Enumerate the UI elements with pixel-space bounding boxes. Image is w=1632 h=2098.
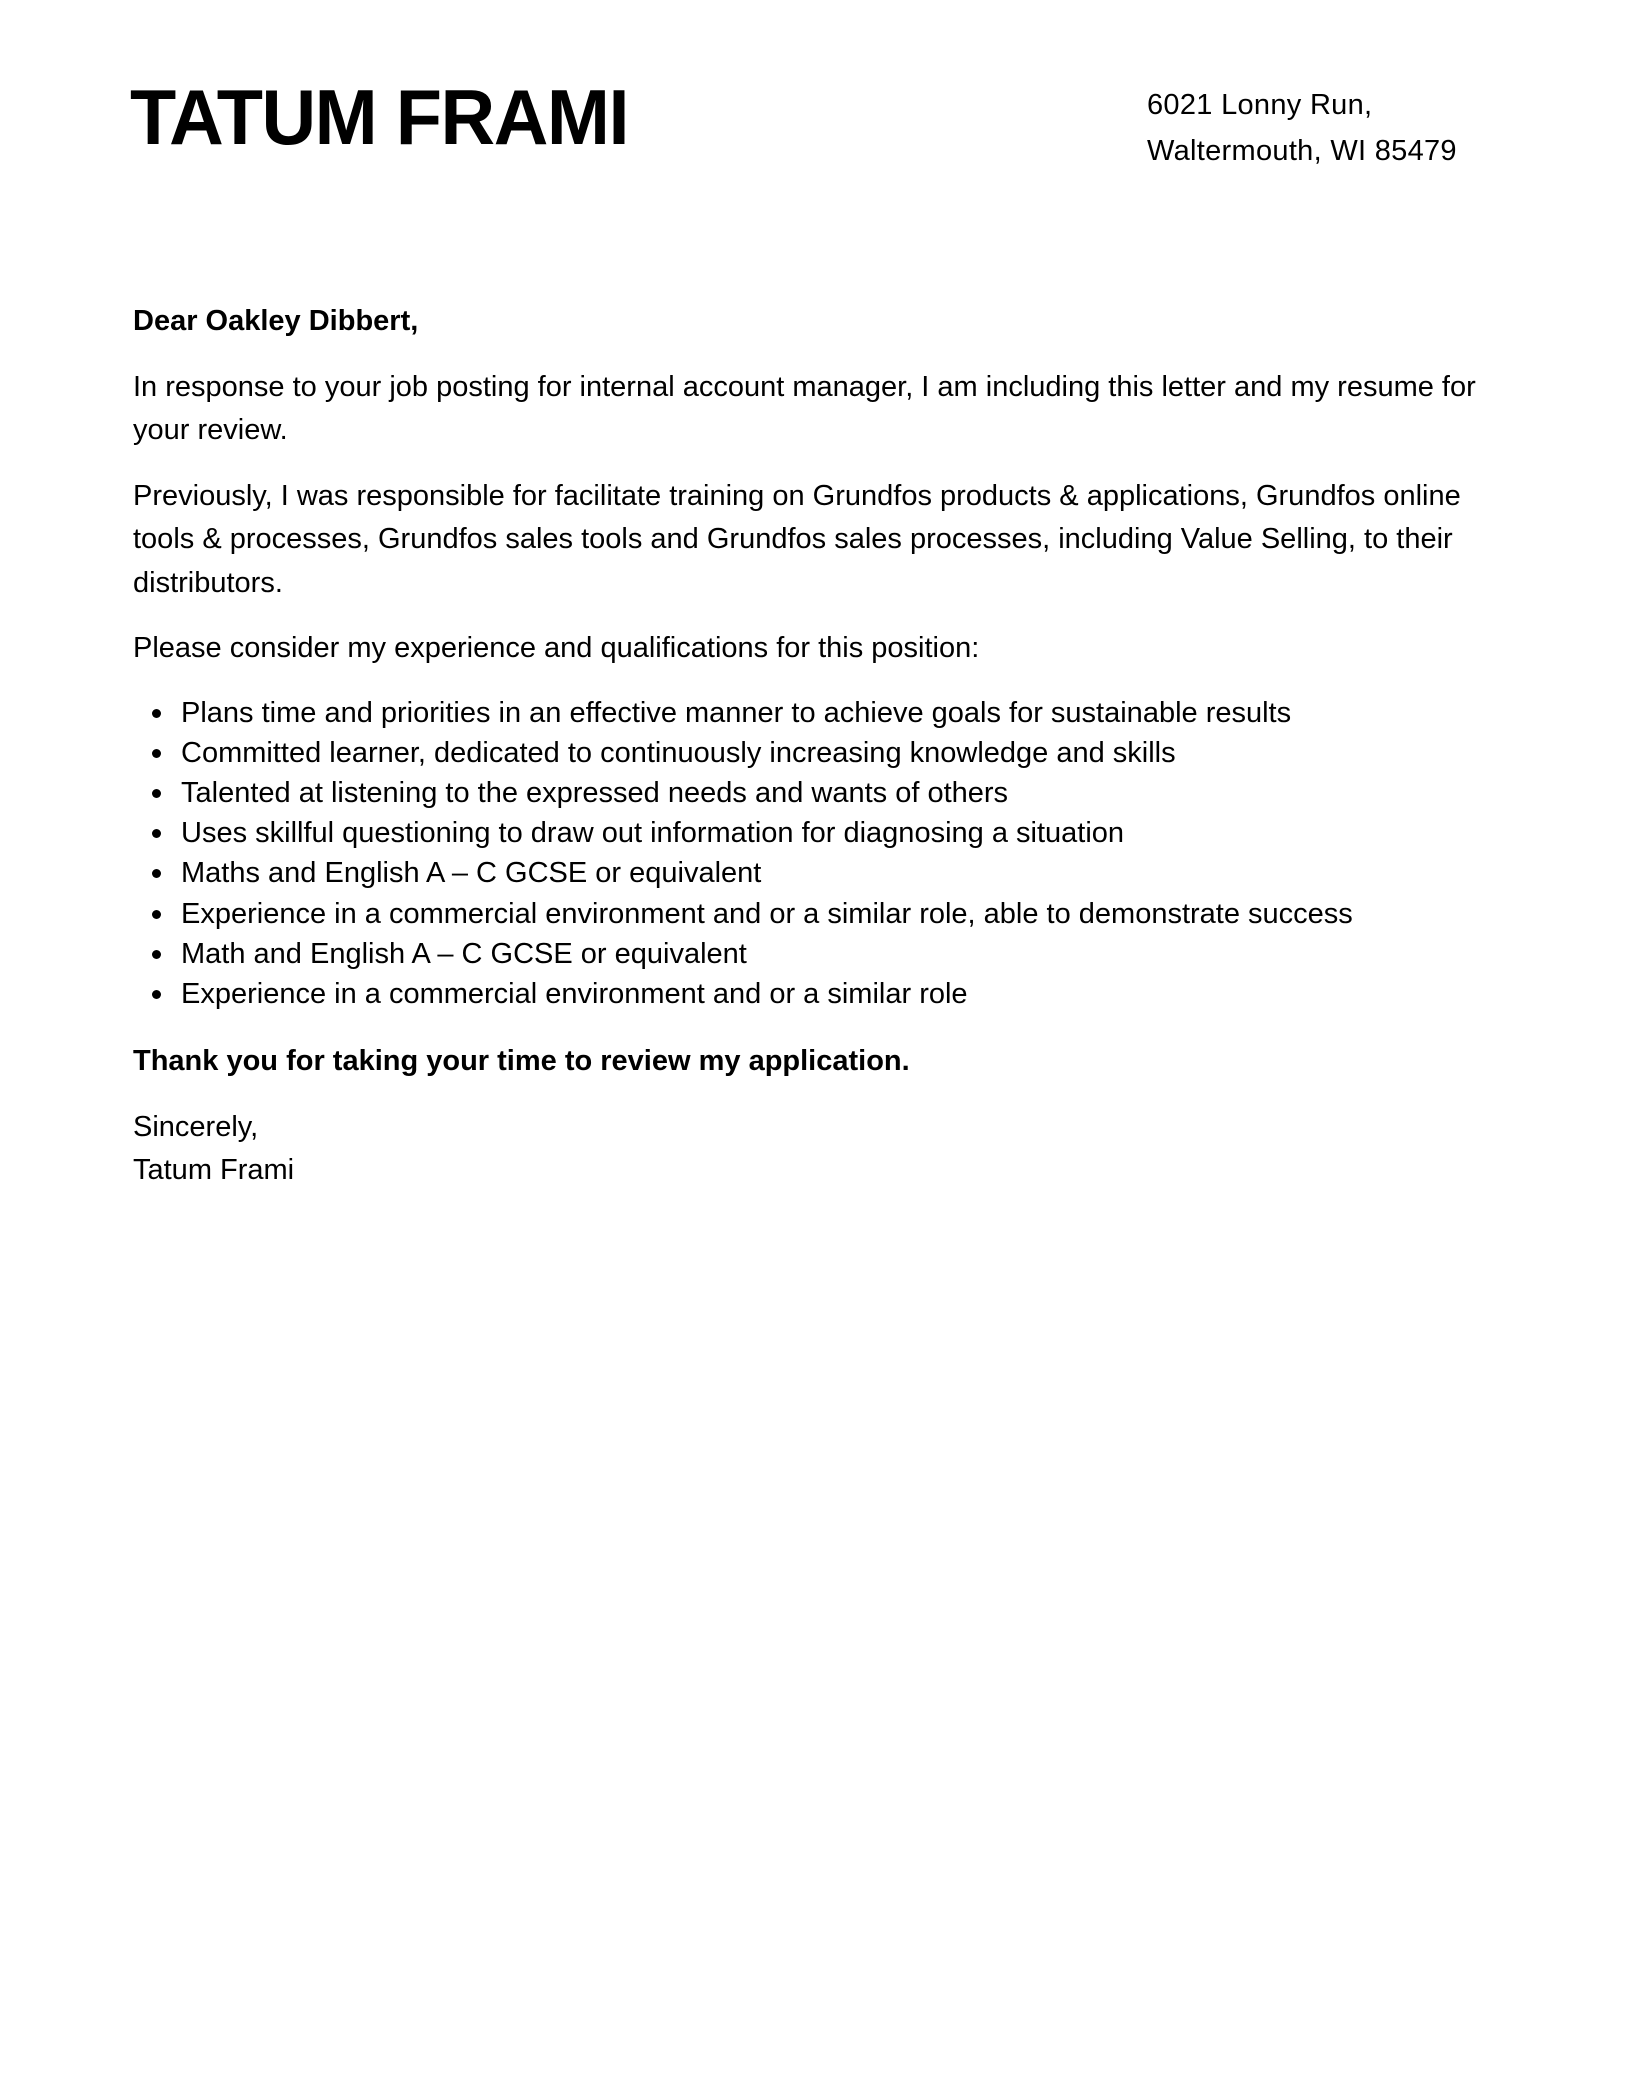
list-item-text: Math and English A – C GCSE or equivalent xyxy=(181,937,747,970)
sender-address xyxy=(1147,82,1457,174)
list-item xyxy=(133,853,1493,893)
letter-body xyxy=(133,300,1493,1193)
list-item xyxy=(133,693,1493,733)
list-item xyxy=(133,974,1493,1014)
list-item xyxy=(133,813,1493,853)
list-item-text: Plans time and priorities in an effective manner to achieve goals for sustainable results xyxy=(181,696,1292,729)
list-item-text: Experience in a commercial environment and or a similar role xyxy=(181,977,968,1010)
qualifications-list xyxy=(133,693,1493,1015)
signature: Tatum Frami xyxy=(133,1154,295,1187)
bullet-icon xyxy=(152,910,161,919)
list-item-text: Experience in a commercial environment and or a similar role, able to demonstrate success xyxy=(181,897,1353,930)
bullet-icon xyxy=(152,869,161,878)
sender-name: TATUM FRAMI xyxy=(130,73,629,161)
list-item-text: Uses skillful questioning to draw out information for diagnosing a situation xyxy=(181,817,1125,850)
greeting: Dear Oakley Dibbert, xyxy=(133,305,419,337)
bullet-icon xyxy=(152,709,161,718)
list-item xyxy=(133,934,1493,974)
bullet-icon xyxy=(152,990,161,999)
signoff-block xyxy=(133,1106,1493,1193)
intro-paragraph: In response to your job posting for internal account manager, I am including this letter and my resume for your review. xyxy=(133,370,1476,446)
sign-off: Sincerely, xyxy=(133,1110,259,1143)
list-item-text: Maths and English A – C GCSE or equivalent xyxy=(181,857,762,890)
bullet-icon xyxy=(152,749,161,758)
bullet-icon xyxy=(152,789,161,798)
list-item xyxy=(133,773,1493,813)
list-item xyxy=(133,894,1493,934)
qualifications-intro: Please consider my experience and qualifications for this position: xyxy=(133,632,980,664)
list-item-text: Talented at listening to the expressed needs and wants of others xyxy=(181,776,1009,809)
bullet-icon xyxy=(152,829,161,838)
closing-statement: Thank you for taking your time to review my application. xyxy=(133,1045,910,1078)
address-line-1: 6021 Lonny Run, xyxy=(1147,89,1373,121)
list-item xyxy=(133,733,1493,773)
bullet-icon xyxy=(152,950,161,959)
address-line-2: Waltermouth, WI 85479 xyxy=(1147,135,1457,167)
list-item-text: Committed learner, dedicated to continuously increasing knowledge and skills xyxy=(181,736,1176,769)
experience-paragraph: Previously, I was responsible for facilitate training on Grundfos products & applications, Grundfos online tools & processes, Grundfos sales tools and Grundfos sales processes, including Value Selling, to their distributors. xyxy=(133,479,1461,599)
